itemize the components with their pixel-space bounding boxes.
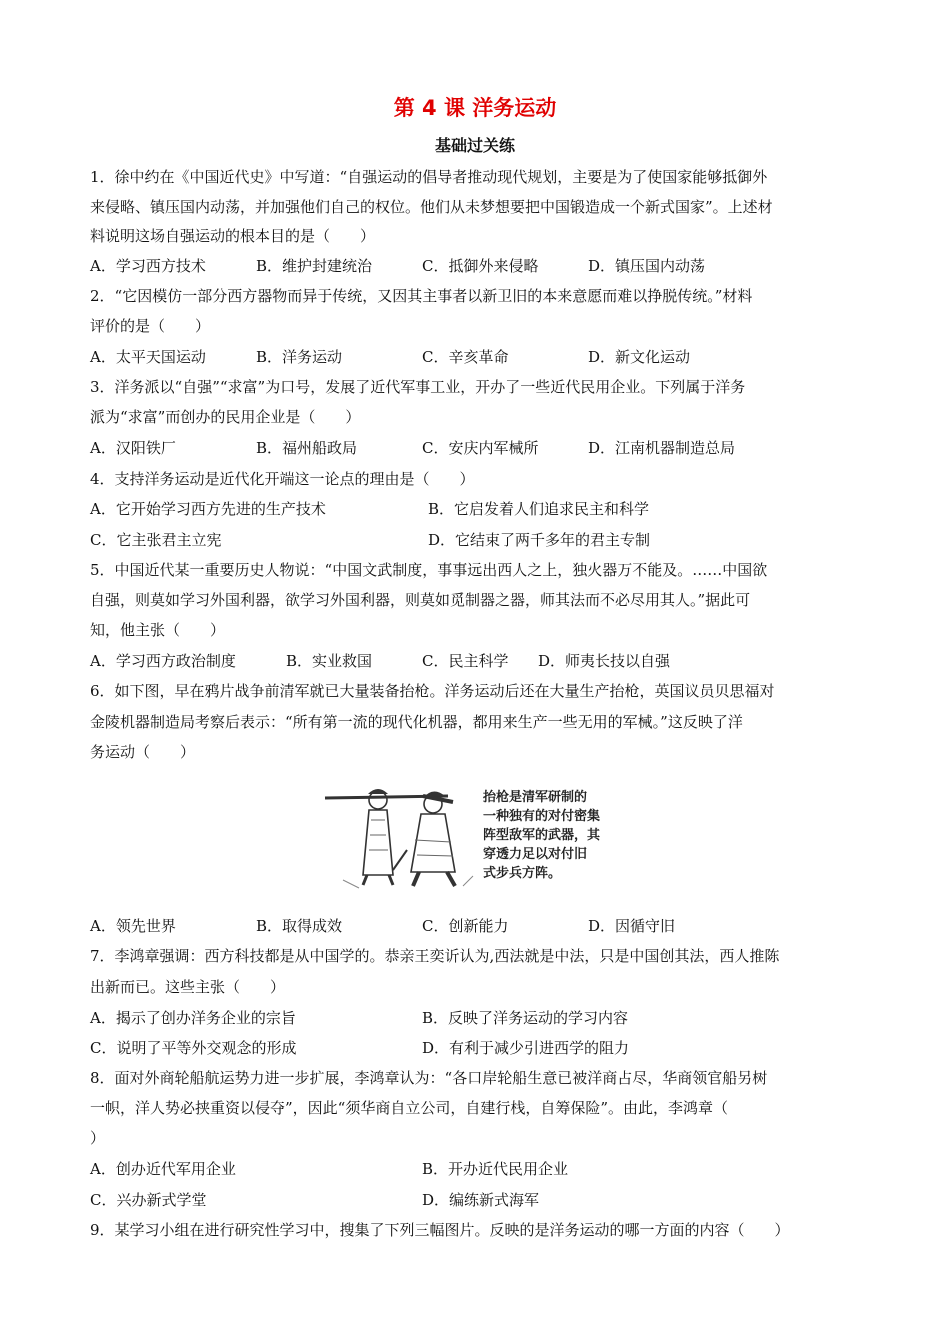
q5-line-2: 自强，则莫如学习外国利器，欲学习外国利器，则莫如觅制器之器，师其法而不必尽用其人。”据此可	[90, 591, 751, 609]
q9-line-1: 9．某学习小组在进行研究性学习中，搜集了下列三幅图片。反映的是洋务运动的哪一方面的内容（ ）	[90, 1221, 790, 1239]
q3-option-b: B．福州船政局	[256, 439, 358, 457]
q6-line-2: 金陵机器制造局考察后表示：“所有第一流的现代化机器，都用来生产一些无用的军械。”这反映了洋	[90, 713, 743, 731]
q7-line-2: 出新而已。这些主张（ ）	[90, 978, 286, 996]
q8-option-a: A．创办近代军用企业	[90, 1160, 236, 1178]
q6-option-a: A．领先世界	[90, 917, 176, 935]
caption-line: 抬枪是清军研制的	[483, 790, 588, 805]
q3-option-c: C．安庆内军械所	[422, 439, 539, 457]
q6-line-1: 6．如下图，早在鸦片战争前清军就已大量装备抬枪。洋务运动后还在大量生产抬枪，英国议员贝思福对	[90, 682, 775, 700]
q4-option-c: C．它主张君主立宪	[90, 531, 222, 549]
q3-line-2: 派为“求富”而创办的民用企业是（ ）	[90, 408, 361, 426]
q2-option-d: D．新文化运动	[588, 348, 691, 366]
taiqiang-illustration	[323, 780, 629, 890]
q2-line-2: 评价的是（ ）	[90, 317, 211, 335]
q5-line-1: 5．中国近代某一重要历史人物说：“中国文武制度，事事远出西人之上，独火器万不能及。……中国欲	[90, 561, 768, 579]
q4-line-1: 4．支持洋务运动是近代化开端这一论点的理由是（ ）	[90, 470, 475, 488]
q4-option-a: A．它开始学习西方先进的生产技术	[90, 500, 326, 518]
q5-option-a: A．学习西方政治制度	[90, 652, 236, 670]
q6-option-d: D．因循守旧	[588, 917, 676, 935]
caption-line: 一种独有的对付密集	[483, 809, 601, 824]
caption-line: 式步兵方阵。	[483, 866, 562, 881]
q2-option-c: C．辛亥革命	[422, 348, 509, 366]
q5-option-d: D．师夷长技以自强	[538, 652, 671, 670]
section-subtitle: 基础过关练	[434, 136, 515, 155]
q2-line-1: 2．“它因模仿一部分西方器物而异于传统，又因其主事者以新卫旧的本来意愿而难以挣脱传统。”材料	[90, 287, 753, 305]
caption-line: 穿透力足以对付旧	[483, 847, 588, 862]
q7-option-d: D．有利于减少引进西学的阻力	[422, 1039, 630, 1057]
lesson-title: 第 4 课 洋务运动	[393, 96, 557, 120]
q6-line-3: 务运动（ ）	[90, 743, 196, 761]
q1-line-3: 料说明这场自强运动的根本目的是（ ）	[90, 227, 376, 245]
q8-line-3: ）	[90, 1129, 106, 1147]
q8-line-2: 一帜，洋人势必挟重资以侵夺”，因此“须华商自立公司，自建行栈，自筹保险”。由此，李鸿章（	[90, 1099, 729, 1117]
q5-option-c: C．民主科学	[422, 652, 509, 670]
q3-option-d: D．江南机器制造总局	[588, 439, 736, 457]
q8-option-c: C．兴办新式学堂	[90, 1191, 207, 1209]
q1-option-c: C．抵御外来侵略	[422, 257, 539, 275]
caption-line: 阵型敌军的武器，其	[483, 828, 601, 843]
q8-option-b: B．开办近代民用企业	[422, 1160, 569, 1178]
q3-option-a: A．汉阳铁厂	[90, 439, 176, 457]
q5-line-3: 知，他主张（ ）	[90, 621, 226, 639]
q1-option-b: B．维护封建统治	[256, 257, 373, 275]
q7-option-a: A．揭示了创办洋务企业的宗旨	[90, 1009, 296, 1027]
q7-option-c: C．说明了平等外交观念的形成	[90, 1039, 297, 1057]
illustration-caption	[483, 788, 600, 883]
q8-option-d: D．编练新式海军	[422, 1191, 540, 1209]
q6-option-c: C．创新能力	[422, 917, 509, 935]
soldiers-with-gun-drawing	[323, 780, 483, 890]
q7-option-b: B．反映了洋务运动的学习内容	[422, 1009, 629, 1027]
q1-option-d: D．镇压国内动荡	[588, 257, 706, 275]
q3-line-1: 3．洋务派以“自强”“求富”为口号，发展了近代军事工业，开办了一些近代民用企业。下列属于洋务	[90, 378, 746, 396]
q1-line-1: 1．徐中约在《中国近代史》中写道：“自强运动的倡导者推动现代规划，主要是为了使国家能够抵御外	[90, 168, 768, 186]
q5-option-b: B．实业救国	[286, 652, 373, 670]
q8-line-1: 8．面对外商轮船航运势力进一步扩展，李鸿章认为：“各口岸轮船生意已被洋商占尽，华商领官船另树	[90, 1069, 768, 1087]
q7-line-1: 7．李鸿章强调：西方科技都是从中国学的。恭亲王奕䜣认为,西法就是中法，只是中国创其法，西人推陈	[90, 947, 780, 965]
q6-option-b: B．取得成效	[256, 917, 343, 935]
q2-option-a: A．太平天国运动	[90, 348, 206, 366]
q4-option-d: D．它结束了两千多年的君主专制	[428, 531, 651, 549]
q2-option-b: B．洋务运动	[256, 348, 343, 366]
q1-line-2: 来侵略、镇压国内动荡，并加强他们自己的权位。他们从未梦想要把中国锻造成一个新式国家”。上述材	[90, 198, 773, 216]
q4-option-b: B．它启发着人们追求民主和科学	[428, 500, 650, 518]
q1-option-a: A．学习西方技术	[90, 257, 206, 275]
